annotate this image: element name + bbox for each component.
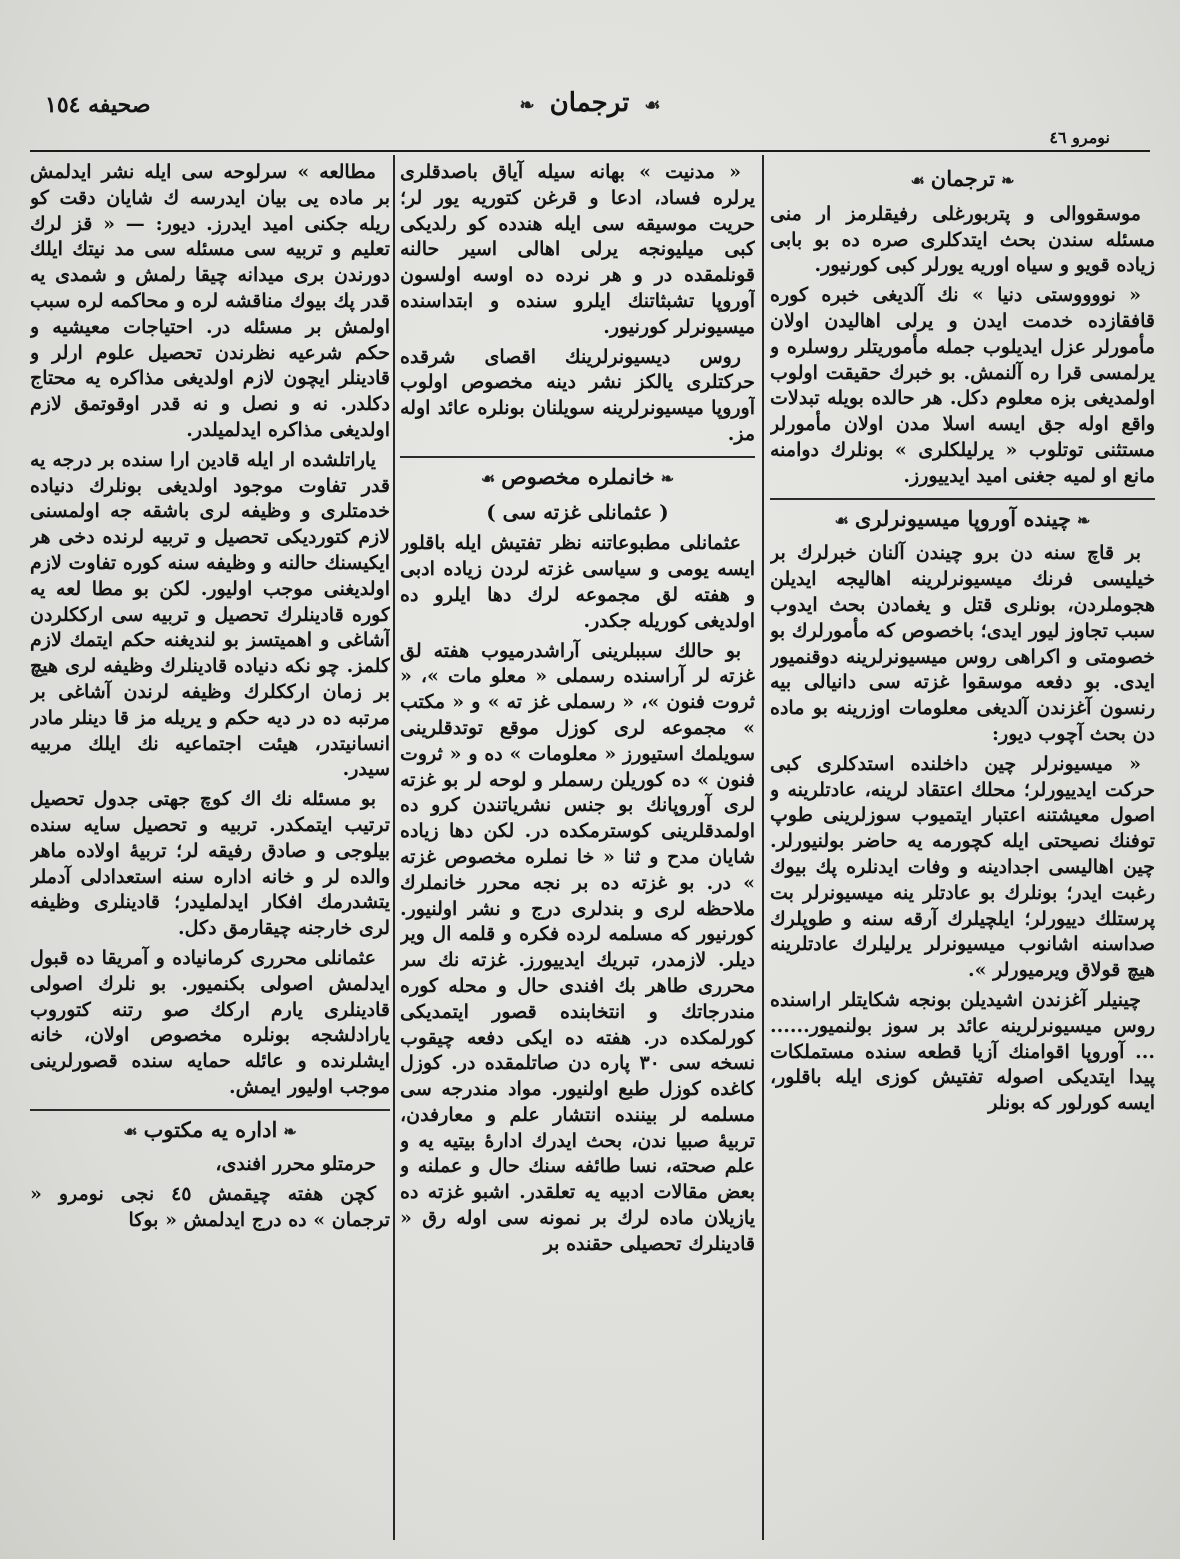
ornament-icon: ❧ xyxy=(283,1121,297,1141)
masthead-title: ترجمان xyxy=(549,88,630,118)
issue-number: نومرو ٤٦ xyxy=(1049,128,1110,147)
section-heading: ❧چینده آوروپا میسیونرلری☙ xyxy=(770,506,1155,534)
paragraph: عثمانلی محرری کرمانیاده و آمریقا ده قبول ایدلمش اصولی بکنمیور. بو نلرك اصولی قادینلری یارم ارکك صو رتنه کتوروب یارادلشجه بونلره مخصوص اولان، خانه ایشلرنده و عائله حمایه سنده قصورلرینی موجب اولیور ایمش. xyxy=(30,946,390,1098)
page-number-label: صحیفه ١٥٤ xyxy=(45,92,151,118)
ornament-icon: ☙ xyxy=(123,1121,138,1141)
letter-salutation: حرمتلو محرر افندی، xyxy=(215,1153,376,1176)
paragraph: « میسیونرلر چین داخلنده استدکلری کبی حرکت ایدییورلر؛ محلك اعتقاد لرینه، عادتلرینه و اصول معیشتنه اعتبار ایتمیوب سوزلرینی طوپ توفنك نصیحتی ایله کچورمه یه حاضر بولنیورلر. چین اهالیسی اجدادینه و وفات ایدنلره پك بیوك رغبت ایدر؛ بونلرك بو عادتلر ینه میسیونرلر بت پرستلك دییورلر؛ ایلچیلرك آرقه سنه و طوپلرك صداسنه اشانوب میسیونرلر یرلیلرك عادتلرینه هیچ قولاق ویرمیورلر ». xyxy=(770,752,1155,982)
column-middle xyxy=(400,160,755,1540)
paragraph: یاراتلشده ار ایله قادین ارا سنده بر درجه یه قدر تفاوت موجود اولدیغی بونلرك دنیاده خدمتلری و وظیفه لری باشقه جه اولمسنی لازم کتوردیکی تحصیل و تربیه لرنده دخی هر ایکیسنك حالنه و وظیفه سنه کوره تفاوت لازم اولدیغنی موجب اولیور. لکن بو مطا لعه یه کوره قادینلرك تحصیل و تربیه سی ارککلردن آشاغی و اهمیتسز بو لندیغنه حکم ایتمك لازم کلمز. چو نکه دنیاده قادینلرك وظیفه لری هیچ بر زمان ارککلرك وظیفه لرندن آشاغی بر مرتبه ده در دیه حکم و یریله مز قا دینلر مادر انسانیتدر، هیئت اجتماعیه نك ایلك مربیه سیدر. xyxy=(30,448,390,781)
section-subheading: ( عثمانلی غزته سی ) xyxy=(486,499,669,524)
paragraph: « مدنیت » بهانه سیله آیاق باصدقلری یرلره فساد، ادعا و قرغن کتوریه یور لر؛ حریت موسیقه سی ایله هندده کو رلدیکی کبی میلیونجه یرلی اهالی اسیر حالنه قونلمقده در و هر نرده ده اوسه اولسون آوروپا تشبثاتنك ایلرو سنده و ابتداسنده میسیونرلر کورنیور. xyxy=(400,161,755,338)
ornament-icon: ☙ xyxy=(910,171,925,190)
paragraph: بو حالك سببلرینی آراشدرمیوب هفته لق غزته لر آراسنده رسملی « معلو مات »، « ثروت فنون »، « رسملی غز ته » و « مکتب » مجموعه لری کوزل موقع توتدقلرینی سویلمك استیورز « معلومات » ده و « ثروت فنون » ده کوریلن رسملر و لوحه لر بو غزته لری آوروپانك بو جنس نشریاتندن کرو ده اولمدقلرینی کوسترمکده در. لکن دها زیاده شایان مدح و ثنا « خا نملره مخصوص غزته » در. بو غزته ده بر نجه محرر خانملرك ملاحظه لری و بندلری درج و نشر اولنیور. کورنیور که مسلمه لرده فکره و قلمه ال ویر دیلر. لازمدر، تبریك ایدییورز. غزته نك سر محرری طاهر بك افندی حال و محله کوره مندرجاتك و انتخابنده قصور ایتمدیکی کورلمکده در. هفته ده ایکی دفعه چیقوب نسخه سی ٣٠ پاره دن صاتلمقده در. کوزل کاغده کوزل طبع اولنیور. مواد مندرجه سی مسلمه لر بیننده انتشار علم و معارفدن، تربیهٔ صبیا ندن، بحث ایدرك ادارهٔ بیتیه یه و علم صحته، نسا طائفه سنك حال و عملنه و بعض مقالات ادبیه یه تعلقدر. اشبو غزته ده یازیلان ماده لرك بر نمونه سی اوله رق « قادینلرك تحصیلی حقنده بر xyxy=(400,639,755,1255)
page-header xyxy=(30,88,1150,147)
paragraph: روس دیسیونرلرینك اقصای شرقده حرکتلری یالکز نشر دینه مخصوص اولوب آوروپا میسیونرلرینه سویلنان بونلره عائد اوله مز. xyxy=(400,345,755,445)
paragraph: کچن هفته چیقمش ٤٥ نجی نومرو « ترجمان » ده درج ایدلمش « بوکا xyxy=(30,1183,390,1232)
section-heading: ❧اداره یه مکتوب☙ xyxy=(30,1117,390,1145)
column-divider xyxy=(762,155,764,1540)
ornament-icon: ☙ xyxy=(644,95,661,116)
paragraph: عثمانلی مطبوعاتنه نظر تفتیش ایله باقلور ایسه یومی و سیاسی غزته لردن زیاده ادبی و هفته لق مجموعه لرك دها ایلرو ده اولدیغی کوریله جکدر. xyxy=(400,532,755,632)
ornament-icon: ❧ xyxy=(1001,171,1015,190)
ornament-icon: ❧ xyxy=(519,95,535,116)
ornament-icon: ❧ xyxy=(1077,510,1091,530)
section-heading: ❧خانملره مخصوص☙ xyxy=(400,464,755,492)
section-heading: ❧ترجمان☙ xyxy=(770,166,1155,194)
ornament-icon: ❧ xyxy=(660,468,675,488)
paragraph: بو مسئله نك اك کوچ جهتی جدول تحصیل ترتیب ایتمکدر. تربیه و تحصیل سایه سنده بیلوجی و صادق رفیقه لر؛ تربیهٔ اولاده ماهر والده لر و خانه اداره سنه استعدادلی آدملر یتشدرمك افکار ایدلملیدر؛ قادینلری وظیفه لری خارجنه چیقارمق دکل. xyxy=(30,788,390,940)
column-left xyxy=(30,160,390,1540)
ornament-icon: ☙ xyxy=(480,468,496,488)
paragraph: موسقووالی و پتربورغلی رفیقلرمز ار منی مسئله سندن بحث ایتدکلری صره ده بو بابی زیاده قویو و سیاه اوریه یورلر کبی کورنیور. xyxy=(770,202,1155,277)
paragraph: مطالعه » سرلوحه سی ایله نشر ایدلمش بر ماده یی بیان ایدرسه ك شایان دقت کو ریله جکنی امید ایدرز. دیور: — « قز لرك تعلیم و تربیه سی مسئله سی مد نیتك ایلك دورندن بری میدانه چیقا رلمش و شمدی یه قدر پك بیوك مناقشه لره و محاکمه لره سبب اولمش بر مسئله در. احتیاجات معیشیه و حکم شرعیه نظرندن تحصیل علوم ارلر و قادینلر ایچون لازم اولدیغی مذاکره یه محتاج دکلدر. نه و نصل و نه قدر اوقوتمق لازم اولدیغی مذاکره ایدلمیلدر. xyxy=(30,161,390,441)
header-rule xyxy=(30,150,1150,152)
ornament-icon: ☙ xyxy=(834,510,849,530)
section-divider xyxy=(30,1109,390,1111)
paragraph: بر قاچ سنه دن برو چیندن آلنان خبرلرك بر خیلیسی فرنك میسیونرلرینه اهالیجه ایدیلن هجوملردن، بونلری قتل و یغمادن بحث ایدوب سبب تجاوز لیور ایدی؛ باخصوص که مأمورلرك بو خصومتی و اکراهی روس میسیونرلرینه دوقنمیور ایدی. بو دفعه موسقوا غزته سی دانیالی بیه رنسون آغزندن آلدیغی معلومات اوزرینه بو ماده دن بحث آچوب دیور: xyxy=(770,542,1155,745)
section-divider xyxy=(770,498,1155,500)
section-divider xyxy=(400,456,755,458)
column-divider xyxy=(393,155,395,1540)
paragraph: چینیلر آغزندن اشیدیلن بونجه شکایتلر اراسنده روس میسیونرلرینه عائد بر سوز بولنمیور...... ... آوروپا اقوامنك آزیا قطعه سنده مستملکات پیدا ایتدیکی اصوله تفتیش کوزی ایله باقلور، ایسه کورلور که بونلر xyxy=(770,988,1155,1115)
masthead xyxy=(30,88,1150,118)
paragraph: « نووووستی دنیا » نك آلدیغی خبره کوره قافقازده خدمت ایدن و یرلی اهالیدن اولان مأمورلر عزل ایدیلوب جمله مأموریتلر روسلره و یرلمسی قرا ره آلنمش. بو خبرك حقیقت اولوب اولمدیغی بزه معلوم دکل. هر حالده بویله تبدلات واقع اوله جق ایسه اسلا مدن اولان مأمورلر مستثنی توتلوب « یرلیلکلری » بونلرك دوامنه مانع او لمیه جغنی امید ایدییورز. xyxy=(770,284,1155,487)
column-right xyxy=(770,160,1155,1540)
